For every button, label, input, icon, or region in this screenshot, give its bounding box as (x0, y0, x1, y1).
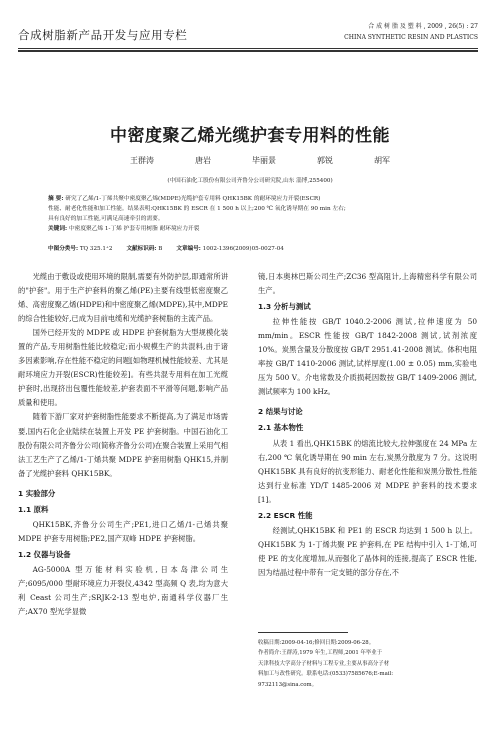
subsection-heading: 1.2 仪器与设备 (18, 549, 71, 559)
article-no-label: 文章编号: (176, 246, 201, 252)
keywords: 中密度聚乙烯 1-丁烯 护套专用树脂 耐环境应力开裂 (68, 226, 200, 232)
article-number (176, 244, 283, 252)
footnote-line: 收稿日期:2009-04-16;修回日期:2009-06-28。 (258, 640, 375, 646)
clc-label: 中图分类号: (48, 246, 79, 252)
author-name: 唐岩 (195, 156, 211, 165)
abstract-label: 摘 要: (48, 196, 64, 202)
doc-code-value: B (158, 246, 163, 252)
paragraph: AG-5000A 型万能材料实验机,日本岛津公司生产;6095/000 型耐环境应力开裂仪,4342 型高频 Q 表,均为意大利 Ceast 公司生产;SRJK-2-13 型电炉,南通科学仪器厂生产;AX70 型光学显微 (18, 564, 228, 617)
header-rule-thick (18, 50, 478, 52)
journal-english-name: CHINA SYNTHETIC RESIN AND PLASTICS (344, 34, 478, 41)
affiliation: (中国石油化工股份有限公司齐鲁分公司研究院,山东 淄博,255400) (167, 178, 333, 184)
paragraph: 镜,日本奥林巴斯公司生产;ZC36 型高阻计,上海精密科学有限公司生产。 (258, 272, 477, 296)
abstract-text: 性能、耐老化性能和加工性能。结果表明:QHK15BK 的 ESCR 在 1 500 h 以上;200 ℃ 氧化诱导期在 90 min 左右; (48, 206, 346, 212)
section-heading: 1 实验部分 (18, 488, 56, 498)
subsection-heading: 1.1 原料 (18, 504, 49, 514)
article-title: 中密度聚乙烯光缆护套专用料的性能 (110, 126, 390, 146)
author-name: 郭锐 (317, 156, 333, 165)
footnote-line: 作者简介:王群涛,1979 年生,工程师,2001 年毕业于 (258, 650, 383, 657)
left-column (18, 270, 228, 619)
author-list (130, 155, 390, 166)
paragraph: 经测试,QHK15BK 和 PE1 的 ESCR 均达到 1 500 h 以上。QHK15BK 为 1-丁烯共聚 PE 护套料,在 PE 结构中引入 1-丁烯,可使 PE 的支化度增加,从而强化了晶体间的连接,提高了 ESCR 性能,因为结晶过程中带有一定支链的部分存在,不 (258, 525, 477, 577)
document-code (126, 244, 162, 252)
abstract-text: 研究了乙烯/1-丁烯共聚中密度聚乙烯(MDPE)光缆护套专用料 QHK15BK 的耐环境应力开裂(ESCR) (65, 196, 321, 202)
paragraph: 国外已经开发的 MDPE 或 HDPE 护套树脂为大型规模化装置的产品,专用树脂性能比较稳定;而小规模生产的共混料,由于诸多因素影响,存在性能不稳定的问题[如物理机械性能较差、尤其是耐环境应力开裂(ESCR)性能较差]。有些共混专用料在加工光缆护套时,出现挤出包覆性能较差,护套表面不平滑等问题,影响产品质量和使用。 (18, 328, 228, 408)
footnote-line: 料加工与改性研究。联系电话:(0533)7585676;E-mail: (258, 671, 394, 678)
author-name: 胡军 (374, 156, 390, 165)
abstract-text: 具有良好的加工性能,可满足高速牵引的需要。 (48, 216, 164, 222)
subsection-heading: 2.1 基本物性 (258, 423, 304, 433)
subsection-heading: 1.3 分析与测试 (258, 302, 311, 312)
paragraph: 拉伸性能按 GB/T 1040.2-2006 测试,拉伸速度为 50 mm/min。ESCR 性能按 GB/T 1842-2008 测试,试剂浓度 10%。炭黑含量及分散度按 GB/T 2951.41-2008 测试。体积电阻率按 GB/T 1410-2006 测试,试样厚度(1.00 ± 0.05) mm,实验电压为 500 V。介电常数及介质损耗因数按 GB/T 1409-2006 测试,测试频率为 100 kHz。 (258, 317, 477, 397)
footnote (258, 638, 477, 690)
right-column (258, 270, 477, 580)
abstract (48, 194, 468, 234)
doc-code-label: 文献标识码: (126, 246, 157, 252)
classification-line (48, 244, 468, 252)
article-no-value: 1002-1396(2009)05-0027-04 (202, 246, 284, 252)
paragraph: 光缆由于敷设或使用环境的限制,需要有外防护层,即通常所讲的"护套"。用于生产护套料的聚乙烯(PE)主要有线型低密度聚乙烯、高密度聚乙烯(HDPE)和中密度聚乙烯(MDPE),其中,MDPE的综合性能较好,已成为目前电缆和光缆护套树脂的主流产品。 (18, 272, 228, 324)
keywords-line (48, 224, 468, 234)
footnote-rule (258, 632, 348, 633)
clc-number (48, 244, 112, 252)
subsection-heading: 2.2 ESCR 性能 (258, 510, 313, 520)
paragraph: QHK15BK,齐鲁分公司生产;PE1,进口乙烯/1-己烯共聚 MDPE 护套专用树脂;PE2,国产双峰 HDPE 护套树脂。 (18, 519, 228, 543)
paragraph: 随着下游厂家对护套树脂性能要求不断提高,为了满足市场需要,国内石化企业陆续在装置上开发 PE 护套树脂。中国石油化工股份有限公司齐鲁分公司(简称齐鲁分公司)在聚合装置上采用气相法工艺生产了乙烯/1-丁烯共聚 MDPE 护套用树脂 QHK15,并制备了光缆护套料 QHK15BK。 (18, 412, 229, 478)
author-name: 王群涛 (130, 156, 154, 165)
journal-issue-info: 合 成 树 脂 及 塑 料 , 2009 , 26(5) : 27 (368, 23, 478, 30)
keywords-label: 关键词: (48, 226, 68, 232)
footnote-line: 9732113@sina.com。 (258, 681, 318, 688)
footnote-line: 天津科技大学高分子材料与工程专业,主要从事高分子材 (258, 660, 390, 667)
paragraph: 从表 1 看出,QHK15BK 的熔流比较大,拉伸强度在 24 MPa 左右,200 ℃ 氧化诱导期在 90 min 左右,炭黑分散度为 7 分。这说明 QHK15BK 具有良好的抗变形能力、耐老化性能和炭黑分散性,性能达到行业标准 YD/T 1485-2006 对 MDPE 护套料的技术要求[1]。 (258, 438, 477, 504)
journal-column-title: 合成树脂新产品开发与应用专栏 (18, 28, 188, 42)
header-rule-thin (18, 48, 478, 49)
author-name: 毕丽景 (252, 156, 276, 165)
section-heading: 2 结果与讨论 (258, 407, 303, 417)
clc-value: TQ 325.1⁺2 (79, 246, 113, 252)
abstract-line (48, 194, 468, 204)
